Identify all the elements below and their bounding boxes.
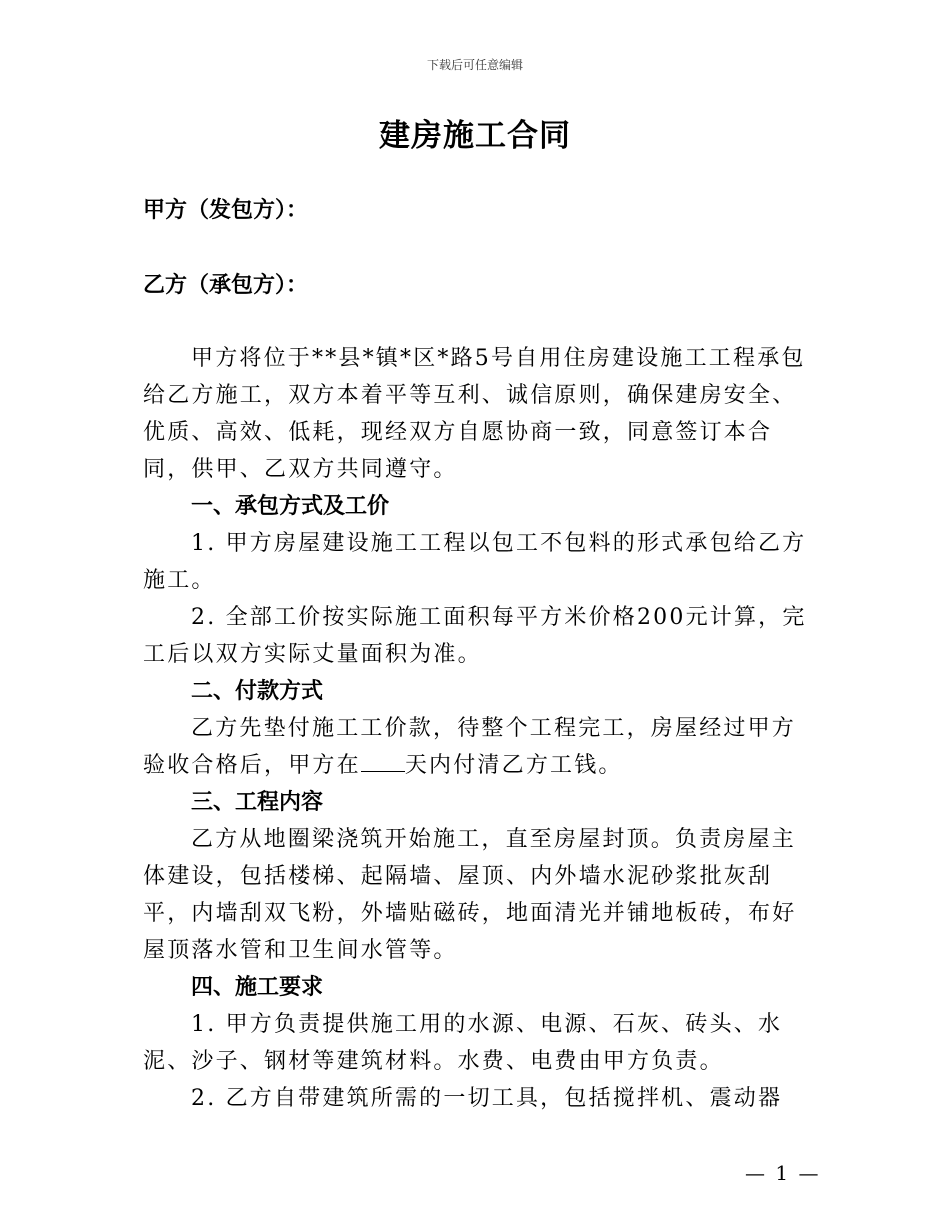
party-b-label: 乙方（承包方）： xyxy=(143,273,309,298)
section-4-item-2: 2. 乙方自带建筑所需的一切工具，包括搅拌机、震动器 xyxy=(191,1086,783,1111)
section-1-item-2: 2. 全部工价按实际施工面积每平方米价格200元计算，完工后以双方实际丈量面积为准。 xyxy=(143,605,807,667)
section-2-paragraph xyxy=(143,710,815,784)
page-number: — 1 — xyxy=(745,1161,821,1185)
section-3-paragraph: 乙方从地圈梁浇筑开始施工，直至房屋封顶。负责房屋主体建设，包括楼梯、起隔墙、屋顶、内外墙水泥砂浆批灰刮平，内墙刮双飞粉，外墙贴磁砖，地面清光并铺地板砖，布好屋顶落水管和卫生间水管等。 xyxy=(143,827,797,963)
section-2-text-before: 乙方先垫付施工工价款，待整个工程完工，房屋经过甲方验收合格后，甲方在 xyxy=(143,716,797,778)
section-heading-1: 一、承包方式及工价 xyxy=(191,494,390,519)
header-note: 下载后可任意编辑 xyxy=(426,58,523,72)
section-heading-4: 四、施工要求 xyxy=(191,975,324,1000)
party-a-label: 甲方（发包方）： xyxy=(143,198,309,223)
days-blank-field xyxy=(361,749,405,772)
section-4-item-1: 1. 甲方负责提供施工用的水源、电源、石灰、砖头、水泥、沙子、钢材等建筑材料。水费、电费由甲方负责。 xyxy=(143,1012,783,1074)
intro-paragraph: 甲方将位于**县*镇*区*路5号自用住房建设施工工程承包给乙方施工，双方本着平等互利、诚信原则，确保建房安全、优质、高效、低耗，现经双方自愿协商一致，同意签订本合同，供甲、乙双方共同遵守。 xyxy=(143,346,806,482)
section-1-item-1: 1. 甲方房屋建设施工工程以包工不包料的形式承包给乙方施工。 xyxy=(143,531,807,593)
contract-body xyxy=(143,340,815,1117)
section-heading-3: 三、工程内容 xyxy=(191,790,324,815)
section-2-text-after: 天内付清乙方工钱。 xyxy=(404,753,623,778)
document-title: 建房施工合同 xyxy=(379,118,571,154)
section-heading-2: 二、付款方式 xyxy=(191,679,324,704)
